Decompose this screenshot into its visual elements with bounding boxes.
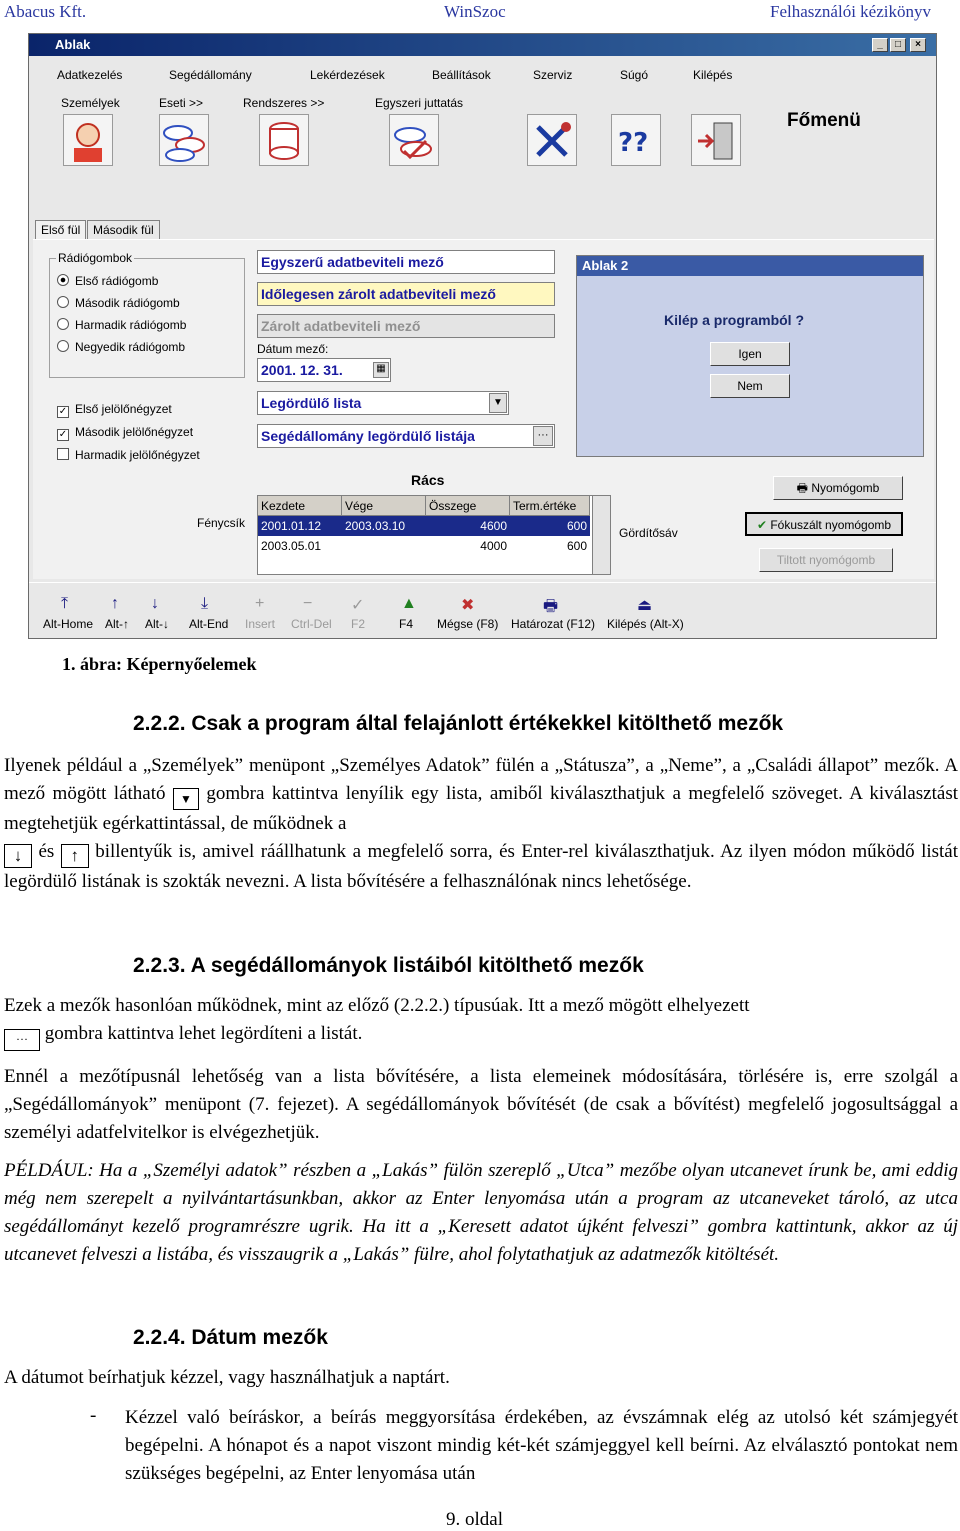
push-button[interactable]: 🖶 Nyomógomb bbox=[773, 476, 903, 500]
section-heading-223: 2.2.3. A segédállományok listáiból kitölthető mezők bbox=[133, 954, 644, 977]
window-title: Ablak bbox=[55, 37, 91, 52]
maximize-button[interactable]: □ bbox=[890, 38, 906, 52]
toolbar-alt-up[interactable]: Alt-↑ bbox=[105, 617, 129, 631]
data-grid[interactable] bbox=[257, 495, 611, 575]
dropdown-input[interactable]: Legördülő lista bbox=[257, 391, 509, 415]
checkbox-first[interactable]: ✓ Első jelölőnégyzet bbox=[57, 402, 172, 418]
disabled-button: Tiltott nyomógomb bbox=[759, 548, 893, 572]
paragraph-223: Ezek a mezők hasonlóan működnek, mint az előző (2.2.2.) típusúak. Itt a mező mögött elhelyezett ··· gombra kattintva lehet legördíteni a listát. bbox=[4, 992, 958, 1051]
submenu-egyszeri[interactable]: Egyszeri juttatás bbox=[375, 96, 464, 110]
check-icon: ✓ bbox=[351, 597, 365, 614]
arrow-down-key-icon: ↓ bbox=[4, 844, 32, 868]
radio-fourth[interactable]: Negyedik rádiógomb bbox=[57, 340, 185, 354]
submenu-rendszeres[interactable]: Rendszeres >> bbox=[243, 96, 325, 110]
checkbox-third[interactable]: Harmadik jelölőnégyzet bbox=[57, 448, 200, 462]
minus-icon: − bbox=[303, 595, 313, 612]
date-label: Dátum mező: bbox=[257, 342, 329, 356]
toolbar-cancel[interactable]: Mégse (F8) bbox=[437, 617, 499, 631]
grid-cell: 2001.01.12 bbox=[261, 519, 322, 533]
exit-question: Kilép a programból ? bbox=[664, 312, 805, 328]
tab-second[interactable]: Második fül bbox=[87, 220, 160, 240]
bullet-text: Kézzel való beíráskor, a beírás meggyorsítása érdekében, az évszámnak elég az utolsó két számjegyét begépelni. A hónapot és a napot viszont mindig két-két számjeggyel kell beírni. Az elválasztó pontokat nem szükséges begépelni, az Enter lenyomása után bbox=[125, 1407, 958, 1484]
grid-cell: 4000 bbox=[480, 539, 507, 553]
grid-cell: 600 bbox=[566, 539, 587, 553]
toolbar-alt-down[interactable]: Alt-↓ bbox=[145, 617, 169, 631]
help-icon[interactable] bbox=[611, 114, 661, 166]
submenu-eseti[interactable]: Eseti >> bbox=[159, 96, 204, 110]
paragraph-224: A dátumot beírhatjuk kézzel, vagy használhatjuk a naptárt. bbox=[4, 1367, 450, 1388]
fomenu-title: Főmenü bbox=[787, 110, 861, 131]
tab-first[interactable]: Első fül bbox=[35, 220, 86, 240]
menu-sugo[interactable]: Súgó bbox=[620, 68, 649, 82]
section-heading-224: 2.2.4. Dátum mezők bbox=[133, 1326, 328, 1349]
menu-adatkezeles[interactable]: Adatkezelés bbox=[57, 68, 123, 82]
close-button[interactable]: × bbox=[910, 38, 926, 52]
simple-input[interactable]: Egyszerű adatbeviteli mező bbox=[257, 250, 555, 274]
grid-cell: 600 bbox=[566, 519, 587, 533]
window-titlebar bbox=[29, 34, 936, 56]
bullet-dash: - bbox=[90, 1405, 97, 1426]
chevron-down-icon[interactable]: ▼ bbox=[489, 393, 507, 413]
cancel-icon: ✖ bbox=[461, 597, 475, 614]
menu-lekerdezesek[interactable]: Lekérdezések bbox=[310, 68, 385, 82]
header-manual: Felhasználói kézikönyv bbox=[770, 2, 931, 21]
arrow-bottom-icon: ⤓ bbox=[201, 595, 209, 612]
temp-locked-input[interactable]: Időlegesen zárolt adatbeviteli mező bbox=[257, 282, 555, 306]
ellipse-check-icon[interactable] bbox=[389, 114, 439, 166]
grid-cell: 4600 bbox=[480, 519, 507, 533]
arrow-down-icon: ↓ bbox=[151, 595, 159, 612]
focused-button[interactable]: ✔ Fókuszált nyomógomb bbox=[745, 512, 903, 536]
grid-cell: 2003.05.01 bbox=[261, 539, 322, 553]
radio-second[interactable]: Második rádiógomb bbox=[57, 296, 180, 310]
toolbar-f4[interactable]: F4 bbox=[399, 617, 414, 631]
grid-header[interactable]: Összege bbox=[426, 496, 510, 516]
ellipsis-key-icon: ··· bbox=[4, 1029, 40, 1051]
radio-third[interactable]: Harmadik rádiógomb bbox=[57, 318, 186, 332]
checkbox-second[interactable]: ✓ Második jelölőnégyzet bbox=[57, 425, 193, 441]
toolbar-alt-end[interactable]: Alt-End bbox=[189, 617, 229, 631]
grid-scrollbar[interactable] bbox=[592, 496, 610, 574]
toolbar-decision[interactable]: Határozat (F12) bbox=[511, 617, 596, 631]
locked-input: Zárolt adatbeviteli mező bbox=[257, 314, 555, 338]
menu-kilepes[interactable]: Kilépés bbox=[693, 68, 733, 82]
printer-icon: 🖶 bbox=[543, 598, 559, 615]
ablak2-dialog bbox=[576, 255, 924, 457]
toolbar-alt-home[interactable]: Alt-Home bbox=[43, 617, 94, 631]
grid-header[interactable]: Vége bbox=[342, 496, 426, 516]
ellipsis-icon[interactable]: ··· bbox=[533, 426, 553, 446]
minimize-button[interactable]: _ bbox=[872, 38, 888, 52]
svg-text:??: ?? bbox=[618, 128, 649, 158]
arrow-up-icon: ↑ bbox=[111, 595, 119, 612]
toolbar-ctrl-del: Ctrl-Del bbox=[291, 617, 332, 631]
grid-header[interactable]: Kezdete bbox=[258, 496, 342, 516]
highlight-label: Fénycsík bbox=[197, 516, 246, 530]
page-number: 9. oldal bbox=[446, 1509, 503, 1530]
radio-group-title: Rádiógombok bbox=[58, 251, 133, 265]
header-company: Abacus Kft. bbox=[4, 2, 87, 21]
figure-caption: 1. ábra: Képernyőelemek bbox=[62, 654, 257, 674]
scrollbar-label: Gördítősáv bbox=[619, 526, 678, 540]
menu-area bbox=[29, 56, 936, 216]
paragraph-222: Ilyenek például a „Személyek” menüpont „Személyes Adatok” fülén a „Státusza”, a „Neme”, a „Családi állapot” mezők. A mező mögött látható ▼ gombra kattintva lenyílik egy lista, amiből kiválaszthatjuk a megfelelő szöveget. A kiválasztást megtehetjük egérkattintással, de működnek a ↓ és ↑ billentyűk is, amivel ráállhatunk a megfelelő sorra, és Enter-rel kiválaszthatjuk. Az ilyen módon működő listát legördülő listának is szokták nevezni. A lista bővítésére a felhasználónak nincs lehetősége. bbox=[4, 755, 959, 892]
menu-szerviz[interactable]: Szerviz bbox=[533, 68, 573, 82]
radio-first[interactable]: Első rádiógomb bbox=[57, 274, 158, 288]
ablak2-title: Ablak 2 bbox=[577, 256, 923, 276]
ellipses-icon[interactable] bbox=[159, 114, 209, 166]
no-button[interactable]: Nem bbox=[710, 374, 790, 398]
database-icon[interactable] bbox=[259, 114, 309, 166]
tools-icon[interactable] bbox=[527, 114, 577, 166]
dropdown-key-icon: ▼ bbox=[173, 788, 199, 810]
calendar-icon[interactable]: ▦ bbox=[373, 362, 389, 378]
menu-beallitasok[interactable]: Beállítások bbox=[432, 68, 491, 82]
bottom-toolbar bbox=[29, 582, 936, 639]
submenu-szemelyek[interactable]: Személyek bbox=[61, 96, 120, 110]
person-icon[interactable] bbox=[63, 114, 113, 166]
toolbar-f2: F2 bbox=[351, 617, 366, 631]
grid-header[interactable]: Term.értéke bbox=[510, 496, 590, 516]
plus-icon: + bbox=[255, 595, 265, 612]
exit-icon: ⏏ bbox=[637, 597, 653, 614]
arrow-up-key-icon: ↑ bbox=[61, 844, 89, 868]
check-icon: ✔ bbox=[756, 518, 771, 532]
arrow-up-icon: ▲ bbox=[401, 595, 417, 612]
yes-button[interactable]: Igen bbox=[710, 342, 790, 366]
aux-dropdown-input[interactable]: Segédállomány legördülő listája bbox=[257, 424, 555, 448]
date-input[interactable]: 2001. 12. 31. bbox=[257, 358, 391, 382]
header-product: WinSzoc bbox=[444, 2, 506, 21]
toolbar-insert: Insert bbox=[245, 617, 276, 631]
arrow-top-icon: ⤒ bbox=[61, 595, 69, 612]
menu-segedallomany[interactable]: Segédállomány bbox=[169, 68, 252, 82]
paragraph-aux: Ennél a mezőtípusnál lehetőség van a lista bővítésére, a lista elemeinek módosítására, törlésére is, erre szolgál a „Segédállományok” menüpont (7. fejezet). A segédállományok bővítését (de csak a bővítést) megfelelő jogosultsággal a személyi adatfelvitelkor is elvégezhetjük. bbox=[4, 1066, 958, 1143]
toolbar-exit[interactable]: Kilépés (Alt-X) bbox=[607, 617, 684, 631]
exit-icon[interactable] bbox=[691, 114, 741, 166]
grid-title: Rács bbox=[411, 472, 445, 488]
grid-cell: 2003.03.10 bbox=[345, 519, 406, 533]
section-heading-222: 2.2.2. Csak a program által felajánlott értékekkel kitölthető mezők bbox=[133, 712, 784, 735]
screenshot-window bbox=[28, 33, 937, 639]
paragraph-example: PÉLDÁUL: Ha a „Személyi adatok” részben a „Lakás” fülön szereplő „Utca” mezőbe olyan utcanevet írunk be, ami eddig még nem szerepelt a nyilvántartásunkban, akkor az Enter lenyomása után a program az utcaneveket tároló, az utca segédállományt kezelő programrészre ugrik. Ha itt a „Keresett adatot újként felveszi” gombra kattintunk, akkor az új utcanevet felveszi a listába, és visszaugrik a „Lakás” fülre, ahol folytathatjuk az adatmezők kitöltését. bbox=[4, 1160, 958, 1265]
printer-icon: 🖶 bbox=[796, 481, 812, 495]
